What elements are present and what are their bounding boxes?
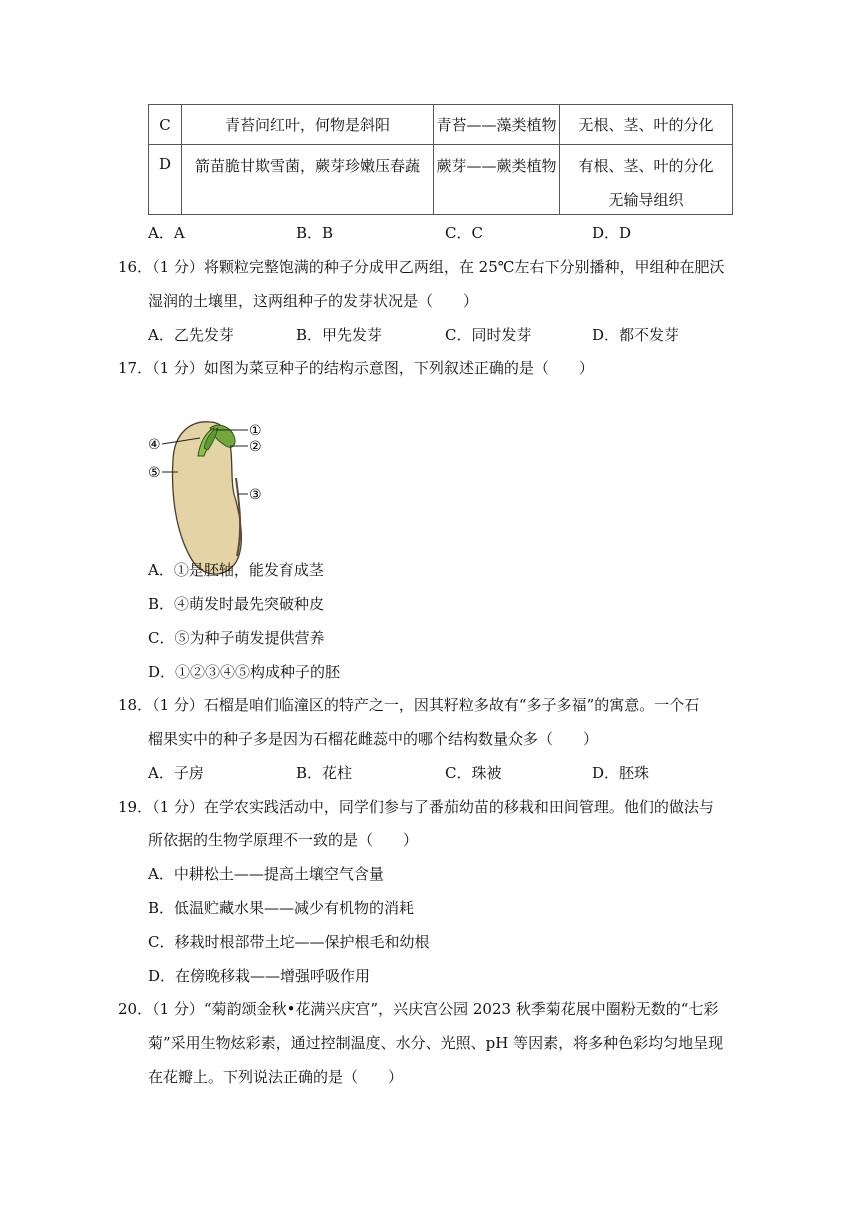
option-d[interactable]: D．①②③④⑤构成种子的胚 [148,663,341,681]
option-a[interactable]: A．A [148,224,185,242]
option-b[interactable]: B．甲先发芽 [296,326,383,344]
q16-stem-line2: 湿润的土壤里，这两组种子的发芽状况是（ ） [148,292,479,310]
label-4: ④ [148,437,161,453]
q19-stem-line1: 19．（1 分）在学农实践活动中，同学们参与了番茄幼苗的移栽和田间管理。他们的做法与 [118,798,714,816]
option-d[interactable]: D．都不发芽 [592,326,680,344]
q20-stem-line2: 菊”采用生物炫彩素，通过控制温度、水分、光照、pH 等因素，将多种色彩均匀地呈现 [148,1034,724,1052]
option-a[interactable]: A．①是胚轴，能发育成茎 [148,561,324,579]
table-row [149,145,733,215]
q17-stem-line1: 17．（1 分）如图为菜豆种子的结构示意图，下列叙述正确的是（ ） [118,359,594,377]
q18-stem-line2: 榴果实中的种子多是因为石榴花雌蕊中的哪个结构数量众多（ ） [148,730,599,748]
q20-stem-line3: 在花瓣上。下列说法正确的是（ ） [148,1068,404,1086]
option-c[interactable]: C．移栽时根部带土坨——保护根毛和幼根 [148,933,430,951]
feature-line: 无输导组织 [608,191,684,209]
q16-stem-line1: 16．（1 分）将颗粒完整饱满的种子分成甲乙两组，在 25℃左右下分别播种，甲组种在肥沃 [118,258,725,276]
option-d[interactable]: D．在傍晚移栽——增强呼吸作用 [148,967,371,985]
option-c[interactable]: C．珠被 [445,764,502,782]
q20-stem-line1: 20．（1 分）“菊韵颂金秋•花满兴庆宫”，兴庆宫公园 2023 秋季菊花展中圈粉无数的“七彩 [118,1000,719,1018]
option-d[interactable]: D．胚珠 [592,764,650,782]
option-c[interactable]: C．同时发芽 [445,326,532,344]
label-1: ① [249,423,262,439]
option-c[interactable]: C．⑤为种子萌发提供营养 [148,629,325,647]
answer-table [148,104,733,215]
table-cell-poem: 箭苗脆甘欺雪菌，蕨芽珍嫩压春蔬 [182,145,434,215]
table-cell-feature [560,105,733,145]
table-cell-plant: 青苔——藻类植物 [434,105,560,145]
option-a[interactable]: A．中耕松土——提高土壤空气含量 [148,865,384,883]
label-2: ② [249,439,262,455]
table-cell-letter: D [149,145,182,215]
table-cell-poem: 青苔问红叶，何物是斜阳 [182,105,434,145]
q19-stem-line2: 所依据的生物学原理不一致的是（ ） [148,831,419,849]
option-c[interactable]: C．C [445,224,483,242]
option-a[interactable]: A．子房 [148,764,204,782]
feature-line: 有根、茎、叶的分化 [578,157,714,175]
table-cell-plant: 蕨芽——蕨类植物 [434,145,560,215]
option-b[interactable]: B．低温贮藏水果——减少有机物的消耗 [148,899,415,917]
table-cell-letter: C [149,105,182,145]
label-3: ③ [249,487,262,503]
option-b[interactable]: B．B [296,224,334,242]
q18-stem-line1: 18．（1 分）石榴是咱们临潼区的特产之一，因其籽粒多故有“多子多福”的寓意。一个石 [118,696,700,714]
option-b[interactable]: B．花柱 [296,764,353,782]
label-5: ⑤ [148,465,161,481]
feature-line: 无根、茎、叶的分化 [578,116,714,134]
option-a[interactable]: A．乙先发芽 [148,326,234,344]
option-b[interactable]: B．④萌发时最先突破种皮 [148,595,325,613]
table-cell-feature [560,145,733,215]
option-d[interactable]: D．D [592,224,632,242]
table-row [149,105,733,145]
